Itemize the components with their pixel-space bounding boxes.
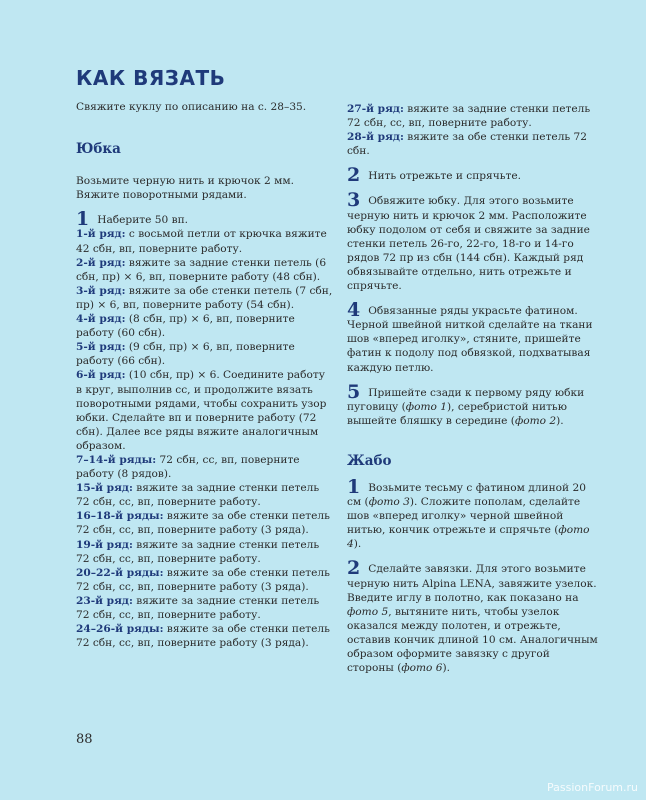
row-instruction: 15-й ряд: вяжите за задние стенки петель 72 сбн, сс, вп, поверните работу.: [76, 482, 320, 509]
skirt-step-1: [76, 208, 334, 231]
skirt-step-5: 5 Пришейте сзади к первому ряду юбки пуговицу (фото 1), серебристой нитью вышейте бляшку в середине (фото 2).: [347, 380, 585, 427]
photo-reference: фото 3: [368, 496, 410, 509]
photo-reference: фото 2: [514, 414, 557, 427]
step-number: 2: [347, 164, 361, 187]
photo-reference: фото 6: [401, 662, 443, 675]
row-instruction: 1-й ряд: с восьмой петли от крючка вяжите 42 сбн, вп, поверните работу.: [76, 228, 327, 255]
row-instruction: 2-й ряд: вяжите за задние стенки петель (6 сбн, пр) × 6, вп, поверните работу (48 сбн).: [76, 256, 327, 283]
photo-reference: фото 1: [405, 400, 447, 413]
step-number: 1: [347, 475, 361, 498]
photo-reference: фото 4: [347, 524, 590, 551]
step-number: 3: [347, 189, 361, 212]
row-instruction: 6-й ряд: (10 сбн, пр) × 6. Соедините работу в круг, выполнив сс, и продолжите вязать поворотными рядами, чтобы сохранить узор юбки. Сделайте вп и поверните работу (72 сбн). Далее все ряды вяжите аналогичным образом.: [76, 369, 327, 452]
row-instruction: 24–26-й ряды: вяжите за обе стенки петель 72 сбн, сс, вп, поверните работу (3 ряда).: [76, 623, 330, 650]
page-number: 88: [76, 732, 93, 747]
row-instruction: 20–22-й ряды: вяжите за обе стенки петель 72 сбн, сс, вп, поверните работу (3 ряда).: [76, 566, 330, 593]
row-instruction: 27-й ряд: вяжите за задние стенки петель 72 сбн, сс, вп, поверните работу.: [347, 103, 591, 130]
left-column: [76, 100, 334, 650]
step-number: 5: [347, 380, 361, 403]
skirt-heading: Юбка: [76, 141, 121, 158]
watermark: PassionForum.ru: [547, 781, 638, 794]
row-instruction: 3-й ряд: вяжите за обе стенки петель (7 сбн, пр) × 6, вп, поверните работу (54 сбн).: [76, 284, 333, 311]
page-title: КАК ВЯЗАТЬ: [76, 66, 226, 90]
row-instruction: 4-й ряд: (8 сбн, пр) × 6, вп, поверните работу (60 сбн).: [76, 313, 295, 340]
row-instruction: 7–14-й ряды: 72 сбн, сс, вп, поверните работу (8 рядов).: [76, 453, 300, 481]
row-instruction: 16–18-й ряды: вяжите за обе стенки петель 72 сбн, сс, вп, поверните работу (3 ряда).: [76, 510, 330, 537]
skirt-prep: Возьмите черную нить и крючок 2 мм. Вяжите поворотными рядами.: [76, 175, 294, 202]
row-instruction: 5-й ряд: (9 сбн, пр) × 6, вп, поверните работу (66 сбн).: [76, 341, 295, 368]
intro-text: Свяжите куклу по описанию на с. 28–35.: [76, 101, 307, 113]
row-instruction: 23-й ряд: вяжите за задние стенки петель 72 сбн, сс, вп, поверните работу.: [76, 594, 320, 621]
skirt-step-2: 2 Нить отрежьте и спрячьте.: [347, 164, 521, 187]
skirt-step-3: 3 Обвяжите юбку. Для этого возьмите черную нить и крючок 2 мм. Расположите юбку подолом от себя и свяжите за задние стенки петель 26-го, 22-го, 18-го и 14-го рядов 72 пр из сбн (144 сбн). Каждый ряд обвязывайте отдельно, нить отрежьте и спрячьте.: [347, 189, 590, 293]
photo-reference: фото 5: [347, 605, 389, 618]
right-column: [347, 102, 599, 675]
step-number: 4: [347, 299, 361, 322]
step-text: Наберите 50 вп.: [97, 214, 189, 227]
jabot-step-1: 1 Возьмите тесьму с фатином длиной 20 см (фото 3). Сложите пополам, сделайте шов «вперед иголку» черной швейной нитью, кончик отрежьте и спрячьте (фото 4).: [347, 475, 590, 551]
step-number: 2: [347, 557, 361, 580]
jabot-heading: Жабо: [347, 452, 392, 469]
row-instruction: 28-й ряд: вяжите за обе стенки петель 72 сбн.: [347, 131, 588, 158]
step-number: 1: [76, 208, 90, 231]
row-instruction: 19-й ряд: вяжите за задние стенки петель 72 сбн, сс, вп, поверните работу.: [76, 538, 320, 565]
skirt-step-4: 4 Обвязанные ряды украсьте фатином. Черной швейной ниткой сделайте на ткани шов «вперед иголку», стяните, пришейте фатин к подолу под обвязкой, подхватывая каждую петлю.: [347, 299, 593, 374]
jabot-step-2: 2 Сделайте завязки. Для этого возьмите черную нить Alpina LENA, завяжите узелок. Введите иглу в полотно, как показано на фото 5, вытяните нить, чтобы узелок оказался между полотен, и отрежьте, оставив кончик длиной 10 см. Аналогичным образом оформите завязку с другой стороны (фото 6).: [347, 557, 598, 675]
